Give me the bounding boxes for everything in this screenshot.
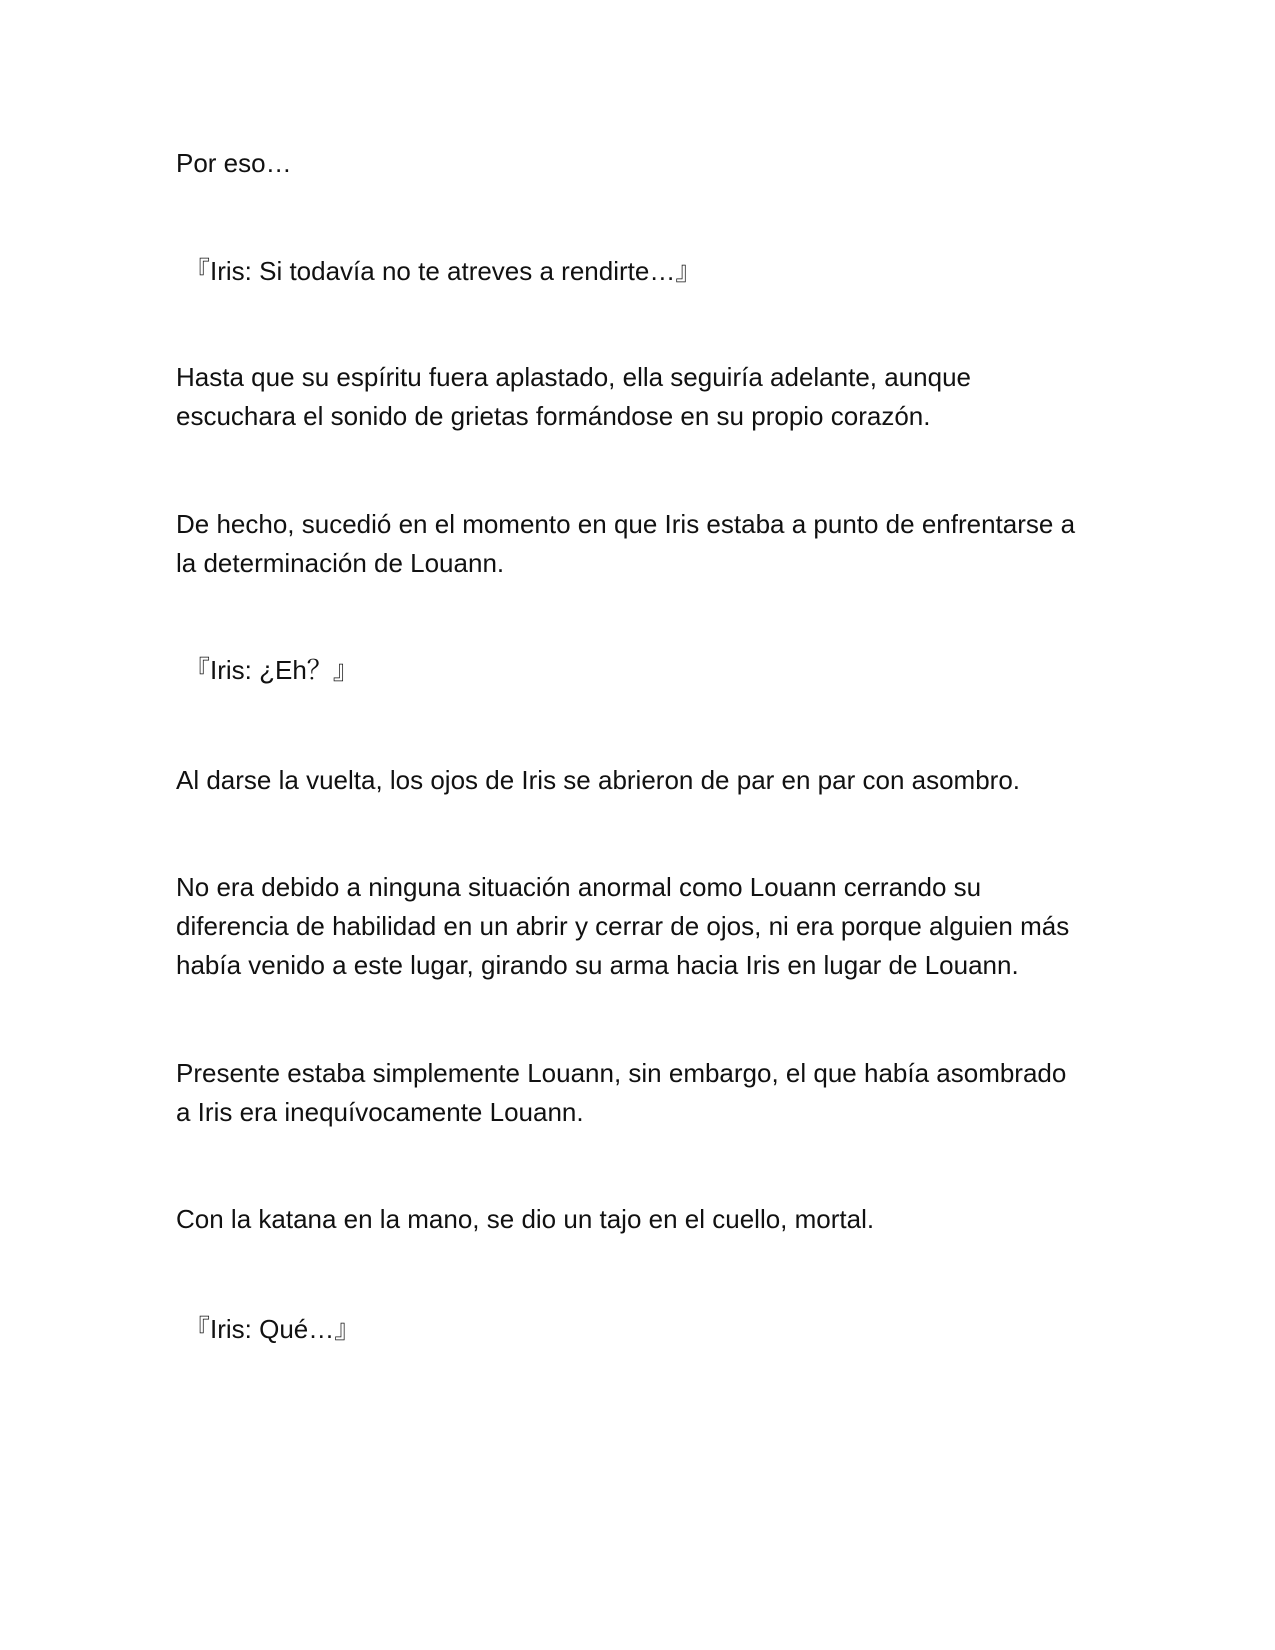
text-line: 『Iris: Si todavía no te atreves a rendirte…』 [184,256,702,286]
dialogue-iris-1 [184,252,1124,291]
text-line: No era debido a ninguna situación anormal como Louann cerrando su [176,872,982,902]
text-line: Hasta que su espíritu fuera aplastado, ella seguiría adelante, aunque [176,362,971,392]
paragraph-9 [176,1200,1116,1239]
paragraph-8 [176,1054,1116,1132]
text-line: De hecho, sucedió en el momento en que Iris estaba a punto de enfrentarse a [176,509,1076,539]
text-line: Por eso… [176,148,292,178]
text-line: había venido a este lugar, girando su arma hacia Iris en lugar de Louann. [176,950,1019,980]
paragraph-7 [176,868,1116,985]
text-line: diferencia de habilidad en un abrir y cerrar de ojos, ni era porque alguien más [176,911,1070,941]
text-line: Presente estaba simplemente Louann, sin embargo, el que había asombrado [176,1058,1067,1088]
text-line: Con la katana en la mano, se dio un tajo en el cuello, mortal. [176,1204,875,1234]
paragraph-6 [176,761,1116,800]
text-line: la determinación de Louann. [176,548,505,578]
text-line: 『Iris: Qué…』 [184,1314,361,1344]
text-line: Al darse la vuelta, los ojos de Iris se abrieron de par en par con asombro. [176,765,1021,795]
text-line: a Iris era inequívocamente Louann. [176,1097,584,1127]
paragraph-3 [176,358,1116,436]
text-line: escuchara el sonido de grietas formándose en su propio corazón. [176,401,931,431]
text-line: 『Iris: ¿Eh？』 [184,655,359,685]
paragraph-4 [176,505,1116,583]
dialogue-iris-3 [184,1310,1124,1349]
dialogue-iris-2 [184,651,1124,690]
paragraph-1 [176,144,1116,183]
